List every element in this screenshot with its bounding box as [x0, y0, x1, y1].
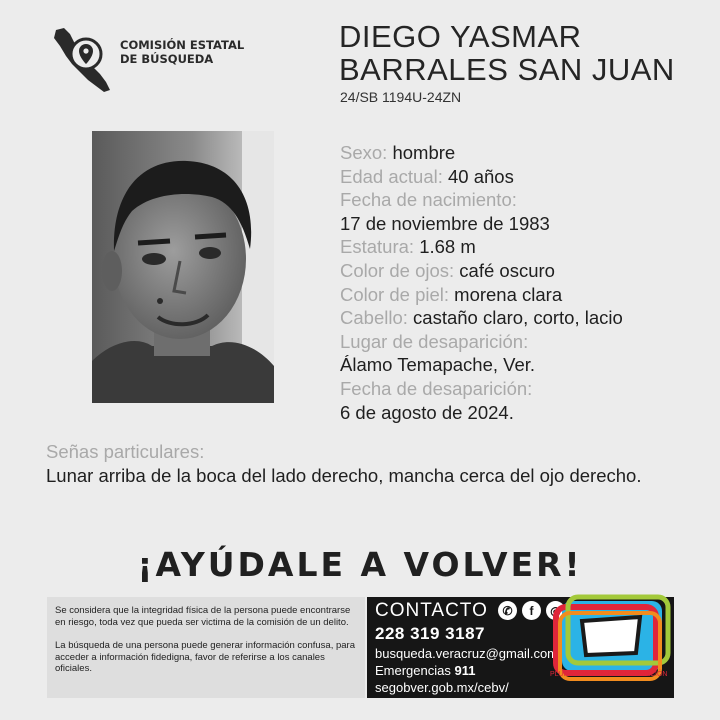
detail-nacimiento: 17 de noviembre de 1983	[340, 212, 550, 234]
contact-website[interactable]: segobver.gob.mx/cebv/	[375, 680, 509, 695]
watermark-logo	[552, 591, 680, 683]
detail-estatura: Estatura: 1.68 m	[340, 236, 476, 258]
org-name-line2: DE BÚSQUEDA	[120, 52, 214, 66]
facebook-icon[interactable]: f	[522, 601, 541, 620]
person-name-line2: BARRALES SAN JUAN	[339, 52, 675, 87]
case-id: 24/SB 1194U-24ZN	[340, 89, 462, 105]
person-photo	[92, 131, 274, 403]
call-to-action: ¡AYÚDALE A VOLVER!	[137, 545, 583, 584]
detail-cabello: Cabello: castaño claro, corto, lacio	[340, 307, 623, 329]
org-name-line1: COMISIÓN ESTATAL	[120, 38, 245, 52]
details-list	[340, 141, 623, 424]
disclaimer-paragraph-2: La búsqueda de una persona puede generar información confusa, para acceder a información fidedigna, favor de referirse a los canales oficiales.	[55, 640, 355, 674]
detail-nacimiento-label: Fecha de nacimiento:	[340, 189, 517, 211]
distinguishing-marks	[46, 440, 696, 488]
detail-lugar: Álamo Temapache, Ver.	[340, 354, 536, 376]
detail-fecha: 6 de agosto de 2024.	[340, 401, 514, 423]
contact-email[interactable]: busqueda.veracruz@gmail.com	[375, 646, 559, 661]
detail-lugar-label: Lugar de desaparición:	[340, 330, 529, 352]
disclaimer-box	[47, 597, 365, 698]
contact-title: CONTACTO	[375, 600, 488, 621]
senas-label: Señas particulares:	[46, 441, 205, 462]
phone-icon[interactable]: ✆	[498, 601, 517, 620]
veracruz-map-icon	[48, 24, 118, 96]
detail-fecha-label: Fecha de desaparición:	[340, 377, 533, 399]
detail-ojos: Color de ojos: café oscuro	[340, 259, 555, 281]
detail-sexo: Sexo: hombre	[340, 142, 456, 163]
watermark-caption: PLURALIDAD EN LA INFORMACIÓN	[550, 671, 668, 678]
disclaimer-paragraph-1: Se considera que la integridad física de la persona puede encontrarse en riesgo, toda vez que pueda ser victima de la comisión de un delito.	[55, 605, 351, 628]
contact-emergency: Emergencias 911	[375, 663, 476, 678]
contact-phone[interactable]: 228 319 3187	[375, 624, 485, 643]
detail-edad: Edad actual: 40 años	[340, 165, 514, 187]
detail-piel: Color de piel: morena clara	[340, 283, 563, 305]
senas-text: Lunar arriba de la boca del lado derecho, mancha cerca del ojo derecho.	[46, 465, 642, 486]
organization-logo	[48, 24, 248, 96]
person-name	[339, 20, 675, 86]
person-name-line1: DIEGO YASMAR	[339, 19, 582, 54]
instagram-icon[interactable]: ◎	[546, 601, 565, 620]
